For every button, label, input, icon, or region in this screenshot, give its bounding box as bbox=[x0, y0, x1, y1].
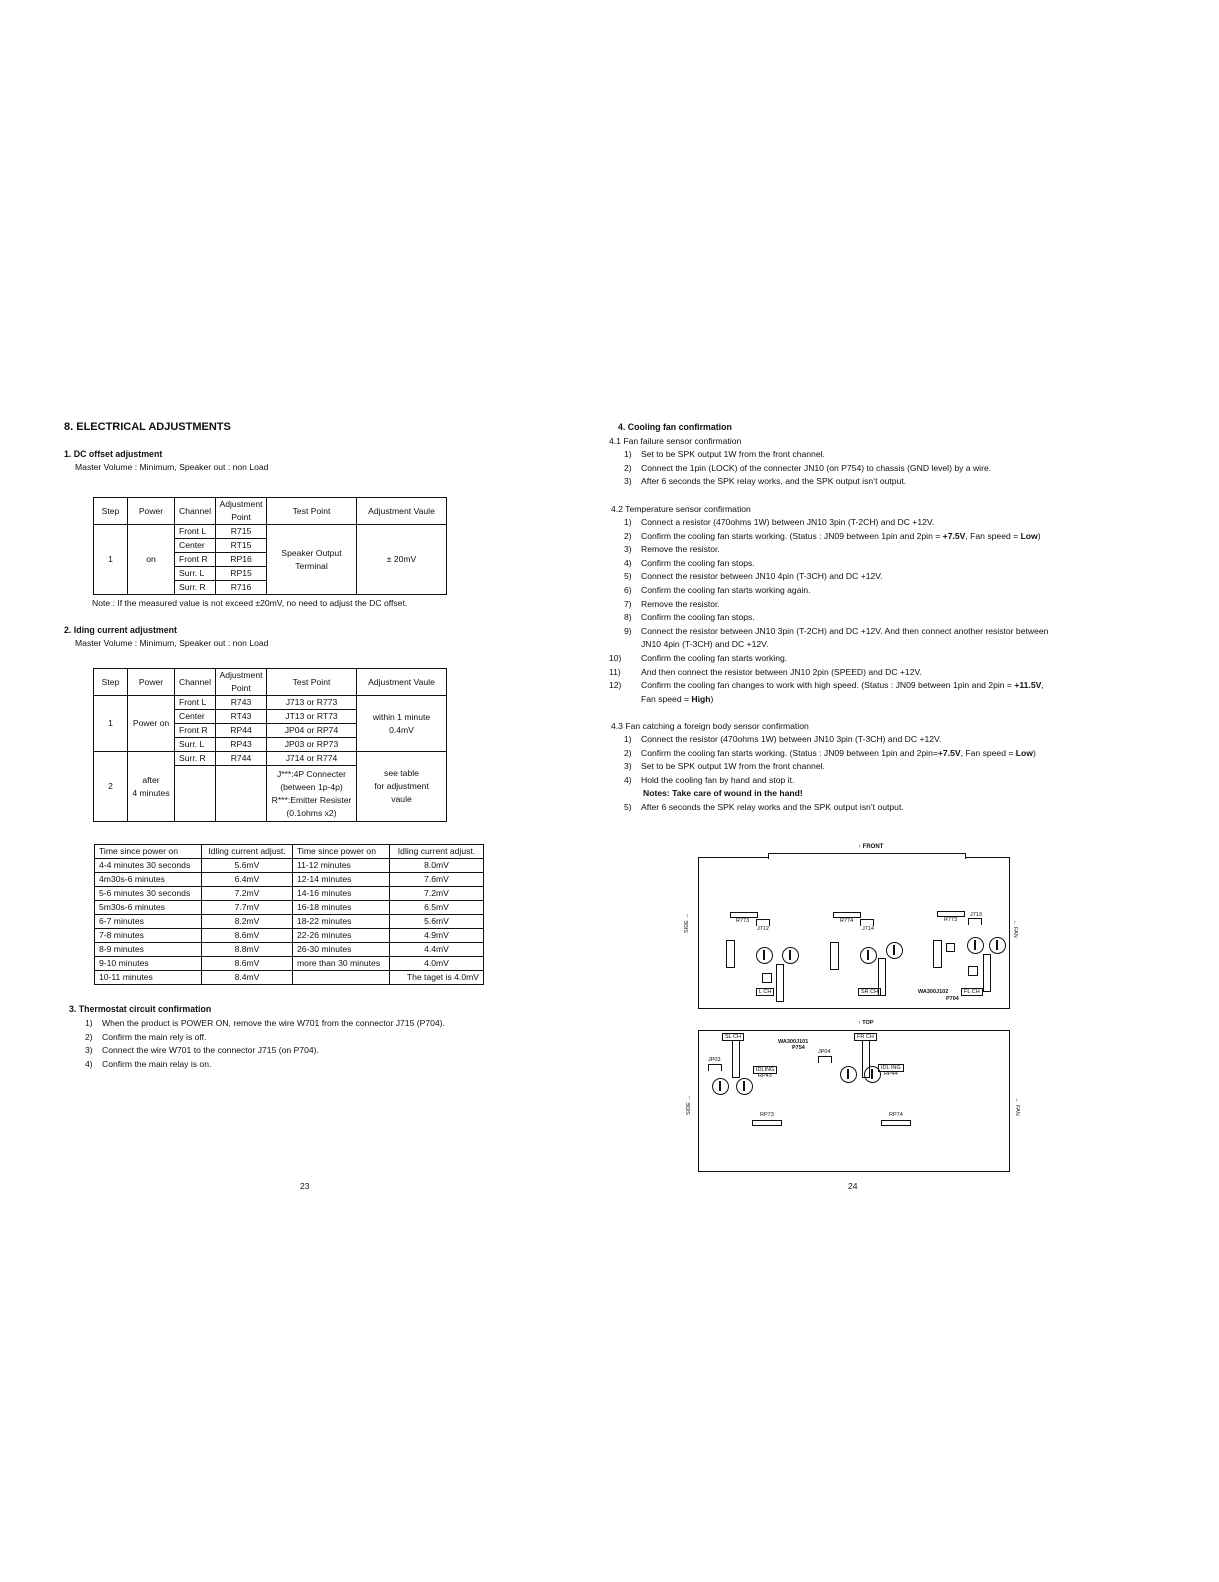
item-number: 11) bbox=[609, 666, 621, 677]
item-number: 2) bbox=[624, 462, 632, 473]
side-label: SIDE → bbox=[684, 913, 690, 933]
time-cell: 7-8 minutes bbox=[95, 929, 202, 943]
item-text: ) bbox=[710, 693, 714, 704]
idling-table bbox=[93, 668, 447, 822]
item-number: 2) bbox=[85, 1031, 93, 1042]
side-label-bottom: SIDE → bbox=[686, 1095, 692, 1115]
list-item bbox=[609, 638, 1048, 652]
thermostat-heading: 3. Thermostat circuit confirmation bbox=[69, 1004, 212, 1014]
test-point-line: (between 1p-4p) bbox=[280, 781, 343, 792]
time-cell: more than 30 minutes bbox=[293, 957, 390, 971]
item-text: ) bbox=[1032, 747, 1036, 758]
list-item bbox=[70, 1058, 445, 1072]
channel-cell bbox=[175, 766, 216, 822]
channel-cell: Surr. R bbox=[175, 752, 216, 766]
pcb-label: RP74 bbox=[889, 1112, 903, 1118]
list-item bbox=[70, 1017, 445, 1031]
item-number: 3) bbox=[624, 544, 632, 555]
test-point-cell: JP04 or RP74 bbox=[267, 724, 357, 738]
table-row bbox=[95, 887, 484, 901]
fan-failure-steps bbox=[609, 448, 991, 489]
time-cell: 4-4 minutes 30 seconds bbox=[95, 859, 202, 873]
test-point-cell bbox=[267, 766, 357, 822]
list-item bbox=[609, 652, 1048, 666]
time-cell: 18-22 minutes bbox=[293, 915, 390, 929]
channel-cell: Surr. L bbox=[175, 567, 216, 581]
current-cell: 4.9mV bbox=[390, 929, 484, 943]
fan-text: FAN bbox=[1014, 1105, 1020, 1116]
voltage-value: +7.5V bbox=[937, 747, 961, 758]
adjustment-value-cell: ± 20mV bbox=[357, 525, 447, 595]
item-text: Confirm the cooling fan starts working. bbox=[641, 652, 788, 663]
idling-label: IDL ING bbox=[878, 1064, 904, 1072]
time-cell: 16-18 minutes bbox=[293, 901, 390, 915]
list-item bbox=[609, 801, 1036, 815]
col-step: Step bbox=[94, 669, 128, 696]
item-text: Confirm the main rely is off. bbox=[102, 1031, 207, 1042]
item-text: ) bbox=[1037, 530, 1041, 541]
power-cell: Power on bbox=[128, 696, 175, 752]
time-cell: 6-7 minutes bbox=[95, 915, 202, 929]
current-cell: 5.6mV bbox=[202, 859, 293, 873]
component bbox=[762, 973, 772, 983]
list-item bbox=[609, 475, 991, 489]
step-cell: 1 bbox=[94, 696, 128, 752]
pcb-label: JP04 bbox=[818, 1049, 831, 1055]
item-number: 5) bbox=[624, 801, 632, 812]
col-current: Idling current adjust. bbox=[390, 845, 484, 859]
time-cell: 9-10 minutes bbox=[95, 957, 202, 971]
col-step: Step bbox=[94, 498, 128, 525]
adjustment-point-cell: RP43 bbox=[216, 738, 267, 752]
temp-sensor-steps bbox=[609, 516, 1048, 706]
item-text: , Fan speed = bbox=[965, 530, 1021, 541]
step-cell: 1 bbox=[94, 525, 128, 595]
channel-label: SL CH bbox=[722, 1033, 744, 1041]
table-row bbox=[95, 943, 484, 957]
item-number: 1) bbox=[624, 517, 632, 527]
col-test-point: Test Point bbox=[267, 669, 357, 696]
col-adjustment-point: Adjustment Point bbox=[216, 669, 267, 696]
adjustment-value-cell bbox=[357, 696, 447, 752]
item-number: 2) bbox=[624, 747, 632, 758]
value-line: vaule bbox=[391, 794, 412, 804]
board-notch bbox=[768, 853, 966, 859]
idling-heading: 2. Iding current adjustment bbox=[64, 625, 177, 635]
pcb-label: RP43 bbox=[758, 1073, 772, 1079]
col-time: Time since power on bbox=[95, 845, 202, 859]
channel-cell: Center bbox=[175, 539, 216, 553]
fan-label: ← FAN bbox=[1012, 920, 1018, 938]
test-point-cell: J713 or R773 bbox=[267, 696, 357, 710]
dc-offset-note: Note : If the measured value is not exceed ±20mV, no need to adjust the DC offset. bbox=[92, 598, 408, 608]
col-power: Power bbox=[128, 498, 175, 525]
item-text: Confirm the main relay is on. bbox=[102, 1058, 212, 1069]
time-cell: 26-30 minutes bbox=[293, 943, 390, 957]
ic bbox=[830, 942, 839, 970]
heatsink bbox=[732, 1040, 740, 1078]
adjustment-point-cell: RP16 bbox=[216, 553, 267, 567]
value-line: 0.4mV bbox=[389, 724, 414, 735]
fan-speed-value: Low bbox=[1020, 530, 1038, 541]
test-point-cell: JP03 or RP73 bbox=[267, 738, 357, 752]
adjustment-point-cell: R743 bbox=[216, 696, 267, 710]
time-cell: 11-12 minutes bbox=[293, 859, 390, 873]
power-line: after bbox=[142, 774, 160, 785]
capacitor bbox=[736, 1078, 753, 1095]
time-cell: 14-16 minutes bbox=[293, 887, 390, 901]
adjustment-point-cell: RP15 bbox=[216, 567, 267, 581]
list-item bbox=[609, 543, 1048, 557]
list-item bbox=[609, 625, 1048, 639]
connector bbox=[860, 919, 874, 926]
top-label: ↑ TOP bbox=[858, 1020, 874, 1026]
item-text: Set to be SPK output 1W from the front channel. bbox=[641, 449, 825, 459]
item-number: 9) bbox=[624, 625, 632, 636]
current-cell: 6.5mV bbox=[390, 901, 484, 915]
item-text: Connect a resistor (470ohms 1W) between JN10 3pin (T-2CH) and DC +12V. bbox=[641, 517, 935, 527]
channel-cell: Front L bbox=[175, 525, 216, 539]
list-item bbox=[609, 666, 1048, 680]
item-text: , Fan speed = bbox=[960, 747, 1016, 758]
item-text: Remove the resistor. bbox=[641, 544, 720, 555]
item-text: Connect the resistor between JN10 4pin (T-3CH) and DC +12V. bbox=[641, 571, 883, 582]
col-adjustment-point: Adjustment Point bbox=[216, 498, 267, 525]
top-text: TOP bbox=[862, 1020, 874, 1026]
power-line: 4 minutes bbox=[132, 787, 170, 798]
list-item bbox=[609, 584, 1048, 598]
value-line: see table bbox=[384, 768, 419, 778]
test-point-line: (0.1ohms x2) bbox=[286, 807, 337, 818]
item-text: Set to be SPK output 1W from the front channel. bbox=[641, 761, 825, 772]
fan-speed-value: Low bbox=[1015, 747, 1033, 758]
item-number: 2) bbox=[624, 530, 632, 541]
step-cell: 2 bbox=[94, 752, 128, 822]
capacitor bbox=[989, 937, 1006, 954]
page-number: 23 bbox=[300, 1181, 310, 1191]
list-item bbox=[609, 462, 991, 476]
adjustment-point-cell: R716 bbox=[216, 581, 267, 595]
time-cell: 5-6 minutes 30 seconds bbox=[95, 887, 202, 901]
item-number: 7) bbox=[624, 598, 632, 609]
list-item bbox=[609, 611, 1048, 625]
pcb-label: J713 bbox=[970, 912, 982, 918]
value-line: for adjustment bbox=[374, 781, 429, 791]
table-row bbox=[95, 915, 484, 929]
time-cell: 8-9 minutes bbox=[95, 943, 202, 957]
item-text: Connect the resistor (470ohms 1W) between JN10 3pin (T-3CH) and DC +12V. bbox=[641, 734, 942, 744]
adjustment-value-cell bbox=[357, 752, 447, 822]
list-item bbox=[609, 679, 1048, 693]
pcb-label: JP03 bbox=[708, 1057, 721, 1063]
capacitor bbox=[840, 1066, 857, 1083]
list-item bbox=[70, 1044, 445, 1058]
ic bbox=[726, 940, 735, 968]
adjustment-point-cell: RT15 bbox=[216, 539, 267, 553]
warning-note: Notes: Take care of wound in the hand! bbox=[643, 788, 803, 799]
list-item bbox=[609, 557, 1048, 571]
current-cell: 7.7mV bbox=[202, 901, 293, 915]
item-number: 12) bbox=[609, 680, 622, 691]
side-text: SIDE bbox=[686, 1102, 692, 1115]
front-label: ↑ FRONT bbox=[858, 844, 884, 850]
table-row bbox=[95, 971, 484, 985]
col-adjustment-value: Adjustment Vaule bbox=[357, 498, 447, 525]
channel-cell: Surr. L bbox=[175, 738, 216, 752]
item-number: 3) bbox=[624, 476, 632, 487]
heatsink bbox=[776, 964, 784, 1002]
time-cell: 12-14 minutes bbox=[293, 873, 390, 887]
time-cell: 10-11 minutes bbox=[95, 971, 202, 985]
item-text: Remove the resistor. bbox=[641, 598, 720, 609]
test-point-cell: Speaker Output Terminal bbox=[267, 525, 357, 595]
dc-offset-table bbox=[93, 497, 447, 595]
current-cell: 8.0mV bbox=[390, 859, 484, 873]
pcb-label: J712 bbox=[757, 926, 769, 932]
item-text: After 6 seconds the SPK relay works, and the SPK output isn’t output. bbox=[641, 476, 907, 487]
list-item bbox=[609, 530, 1048, 544]
current-cell: 7.6mV bbox=[390, 873, 484, 887]
col-channel: Channel bbox=[175, 669, 216, 696]
voltage-value: +11.5V bbox=[1014, 680, 1042, 691]
item-number: 1) bbox=[85, 1018, 93, 1028]
dc-offset-heading: 1. DC offset adjustment bbox=[64, 449, 163, 459]
fan-failure-heading: 4.1 Fan failure sensor confirmation bbox=[609, 436, 742, 446]
adjustment-point-cell: RT43 bbox=[216, 710, 267, 724]
col-power: Power bbox=[128, 669, 175, 696]
channel-cell: Front R bbox=[175, 724, 216, 738]
resistor bbox=[881, 1120, 911, 1126]
capacitor bbox=[860, 947, 877, 964]
board-p704 bbox=[698, 857, 1010, 1009]
item-text: Fan speed = bbox=[641, 693, 692, 704]
list-item bbox=[609, 516, 1048, 530]
col-test-point: Test Point bbox=[267, 498, 357, 525]
component bbox=[946, 943, 955, 952]
item-text: Confirm the cooling fan starts working. (Status : JN09 between 1pin and 2pin = bbox=[641, 530, 943, 541]
capacitor bbox=[886, 942, 903, 959]
test-point-cell: J714 or R774 bbox=[267, 752, 357, 766]
temp-sensor-heading: 4.2 Temperature sensor confirmation bbox=[611, 504, 751, 514]
board-part-number: WA300J102 bbox=[918, 989, 949, 995]
list-item bbox=[609, 774, 1036, 788]
pcb-label: R773 bbox=[944, 917, 958, 923]
foreign-body-steps bbox=[609, 733, 1036, 815]
item-number: 3) bbox=[85, 1045, 93, 1056]
capacitor bbox=[782, 947, 799, 964]
col-current: Idling current adjust. bbox=[202, 845, 293, 859]
item-number: 4) bbox=[624, 774, 632, 785]
item-text: Confirm the cooling fan stops. bbox=[641, 557, 755, 568]
channel-cell: Surr. R bbox=[175, 581, 216, 595]
item-text: After 6 seconds the SPK relay works and the SPK output isn’t output. bbox=[641, 801, 904, 812]
idling-condition: Master Volume : Minimum, Speaker out : non Load bbox=[75, 638, 269, 648]
item-text: , bbox=[1041, 680, 1044, 691]
item-number: 4) bbox=[85, 1058, 93, 1069]
component bbox=[968, 966, 978, 976]
item-number: 1) bbox=[624, 734, 632, 744]
col-adjustment-value: Adjustment Vaule bbox=[357, 669, 447, 696]
time-cell: 4m30s-6 minutes bbox=[95, 873, 202, 887]
current-cell: 8.8mV bbox=[202, 943, 293, 957]
channel-cell: Front R bbox=[175, 553, 216, 567]
table-row bbox=[95, 873, 484, 887]
item-text: Connect the resistor between JN10 3pin (T-2CH) and DC +12V. And then connect another resistor between bbox=[641, 625, 1049, 636]
current-cell: 5.6mV bbox=[390, 915, 484, 929]
list-item bbox=[609, 598, 1048, 612]
board-id: P704 bbox=[946, 996, 959, 1002]
col-time: Time since power on bbox=[293, 845, 390, 859]
capacitor bbox=[712, 1078, 729, 1095]
time-cell: 5m30s-6 minutes bbox=[95, 901, 202, 915]
item-text: Confirm the cooling fan starts working again. bbox=[641, 584, 811, 595]
list-item bbox=[70, 1031, 445, 1045]
current-cell: 8.4mV bbox=[202, 971, 293, 985]
item-text: Confirm the cooling fan starts working. (Status : JN09 between 1pin and 2pin= bbox=[641, 747, 938, 758]
col-channel: Channel bbox=[175, 498, 216, 525]
channel-cell: Front L bbox=[175, 696, 216, 710]
item-text: Connect the wire W701 to the connector J715 (on P704). bbox=[102, 1045, 319, 1056]
cooling-fan-heading: 4. Cooling fan confirmation bbox=[618, 422, 732, 432]
thermostat-steps bbox=[70, 1017, 445, 1071]
current-cell: 8.6mV bbox=[202, 929, 293, 943]
time-cell: 22-26 minutes bbox=[293, 929, 390, 943]
foreign-body-heading: 4.3 Fan catching a foreign body sensor confirmation bbox=[611, 721, 809, 731]
connector bbox=[756, 919, 770, 926]
page-number: 24 bbox=[848, 1181, 858, 1191]
current-cell: 8.2mV bbox=[202, 915, 293, 929]
test-point-line: R***:Emitter Resister bbox=[271, 794, 352, 805]
front-text: FRONT bbox=[862, 844, 884, 850]
item-number: 6) bbox=[624, 584, 632, 595]
current-cell: 4.4mV bbox=[390, 943, 484, 957]
channel-label: L CH bbox=[756, 988, 774, 996]
idling-label: IDLING bbox=[753, 1066, 777, 1074]
adjustment-point-cell bbox=[216, 766, 267, 822]
capacitor bbox=[756, 947, 773, 964]
table-row bbox=[95, 929, 484, 943]
list-item bbox=[609, 760, 1036, 774]
item-number: 8) bbox=[624, 612, 632, 623]
current-cell: 8.6mV bbox=[202, 957, 293, 971]
adjustment-point-cell: R744 bbox=[216, 752, 267, 766]
pcb-label: R774 bbox=[840, 918, 854, 924]
pcb-label: RP44 bbox=[884, 1071, 898, 1077]
channel-label: FL CH bbox=[961, 988, 983, 996]
current-cell: 6.4mV bbox=[202, 873, 293, 887]
table-row bbox=[95, 859, 484, 873]
current-cell: 7.2mV bbox=[390, 887, 484, 901]
current-cell: 4.0mV bbox=[390, 957, 484, 971]
channel-cell: Center bbox=[175, 710, 216, 724]
board-id: P754 bbox=[792, 1045, 805, 1051]
item-text: Connect the 1pin (LOCK) of the connecter JN10 (on P754) to chassis (GND level) by a wire. bbox=[641, 462, 992, 473]
fan-text: FAN bbox=[1012, 927, 1018, 938]
adjustment-point-cell: RP44 bbox=[216, 724, 267, 738]
resistor bbox=[752, 1120, 782, 1126]
current-cell: The taget is 4.0mV bbox=[390, 971, 484, 985]
side-text: SIDE bbox=[684, 920, 690, 933]
pcb-label: R773 bbox=[736, 918, 750, 924]
item-number: 4) bbox=[624, 557, 632, 568]
pcb-label: J714 bbox=[862, 926, 874, 932]
list-item bbox=[609, 747, 1036, 761]
test-point-cell: JT13 or RT73 bbox=[267, 710, 357, 724]
item-text: Confirm the cooling fan stops. bbox=[641, 612, 755, 623]
board-part-number: WA300J101 bbox=[778, 1039, 809, 1045]
adjustment-point-cell: R715 bbox=[216, 525, 267, 539]
power-cell bbox=[128, 752, 175, 822]
pcb-diagram bbox=[680, 840, 1030, 1180]
list-item bbox=[609, 570, 1048, 584]
table-row bbox=[95, 901, 484, 915]
channel-label: SR CH bbox=[858, 988, 881, 996]
item-number: 3) bbox=[624, 761, 632, 772]
fan-label-bottom: ← FAN bbox=[1014, 1098, 1020, 1116]
connector bbox=[708, 1064, 722, 1071]
list-item bbox=[609, 733, 1036, 747]
channel-label: FR CH bbox=[854, 1033, 877, 1041]
table-row bbox=[95, 957, 484, 971]
pcb-label: RP73 bbox=[760, 1112, 774, 1118]
section-title: 8. ELECTRICAL ADJUSTMENTS bbox=[64, 421, 231, 433]
test-point-line: J***:4P Connecter bbox=[276, 768, 347, 779]
item-text: When the product is POWER ON, remove the wire W701 from the connector J715 (P704). bbox=[102, 1018, 445, 1028]
power-cell: on bbox=[128, 525, 175, 595]
voltage-value: +7.5V bbox=[942, 530, 966, 541]
fan-speed-value: High bbox=[691, 693, 711, 704]
connector bbox=[968, 918, 982, 925]
board-p754 bbox=[698, 1030, 1010, 1172]
connector bbox=[818, 1056, 832, 1063]
capacitor bbox=[967, 937, 984, 954]
dc-offset-condition: Master Volume : Minimum, Speaker out : non Load bbox=[75, 462, 269, 472]
list-item bbox=[609, 693, 1048, 707]
list-item bbox=[609, 787, 1036, 801]
item-number: 1) bbox=[624, 449, 632, 459]
item-number: 10) bbox=[609, 652, 622, 663]
current-cell: 7.2mV bbox=[202, 887, 293, 901]
item-text: And then connect the resistor between JN10 2pin (SPEED) and DC +12V. bbox=[641, 666, 922, 677]
time-cell bbox=[293, 971, 390, 985]
item-number: 5) bbox=[624, 571, 632, 582]
ic bbox=[933, 940, 942, 968]
value-line: within 1 minute bbox=[372, 711, 431, 722]
item-text: JN10 4pin (T-3CH) and DC +12V. bbox=[641, 639, 769, 650]
idling-time-table bbox=[94, 844, 484, 985]
list-item bbox=[609, 448, 991, 462]
heatsink bbox=[983, 954, 991, 992]
item-text: Confirm the cooling fan changes to work with high speed. (Status : JN09 between 1pin and 2pin = bbox=[641, 680, 1015, 691]
item-text: Hold the cooling fan by hand and stop it. bbox=[641, 774, 795, 785]
